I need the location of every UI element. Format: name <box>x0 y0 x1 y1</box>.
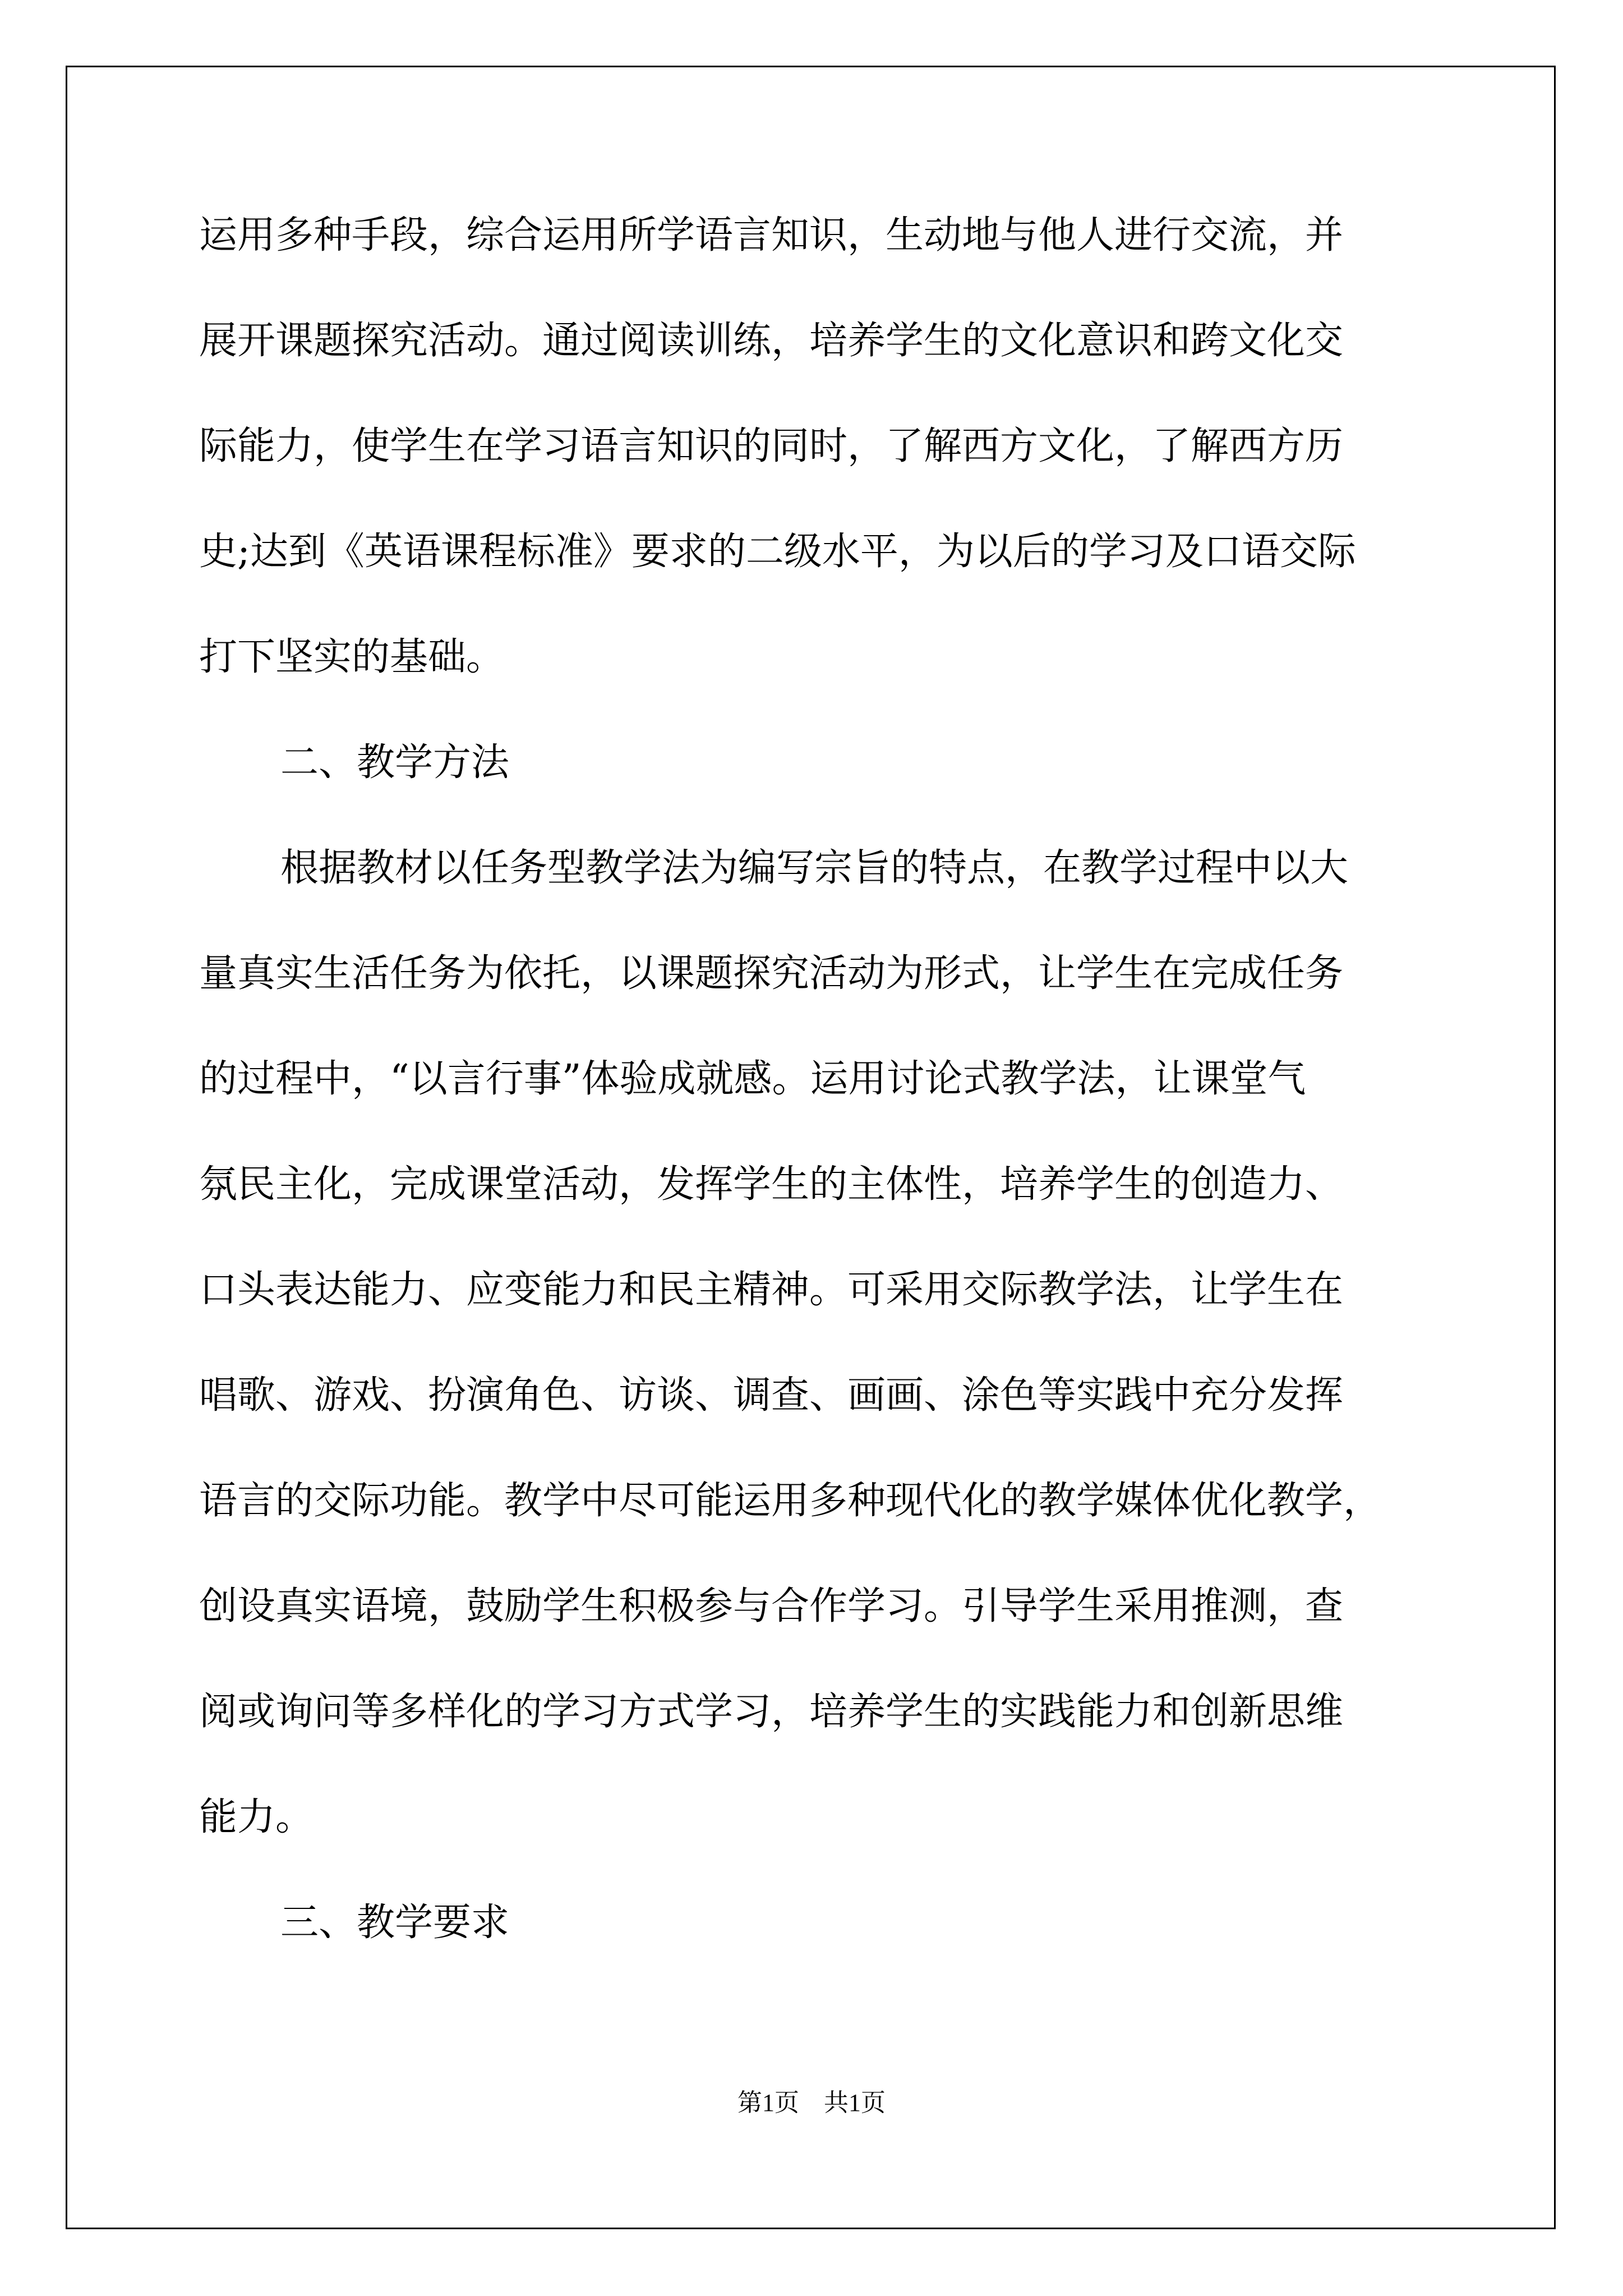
paragraph-line: 展开课题探究活动。通过阅读训练，培养学生的文化意识和跨文化交 <box>199 319 1344 363</box>
paragraph-line: 量真实生活任务为依托，以课题探究活动为形式，让学生在完成任务 <box>199 951 1344 996</box>
paragraph-line: 史;达到《英语课程标准》要求的二级水平，为以后的学习及口语交际 <box>199 530 1356 574</box>
paragraph-line: 语言的交际功能。教学中尽可能运用多种现代化的教学媒体优化教学， <box>199 1479 1382 1523</box>
section-heading: 三、教学要求 <box>280 1901 510 1945</box>
paragraph-line: 际能力，使学生在学习语言知识的同时，了解西方文化，了解西方历 <box>199 424 1344 468</box>
paragraph-line: 根据教材以任务型教学法为编写宗旨的特点，在教学过程中以大 <box>280 846 1349 890</box>
paragraph-line: 运用多种手段，综合运用所学语言知识，生动地与他人进行交流，并 <box>199 213 1344 257</box>
paragraph-line: 的过程中，“以言行事”体验成就感。运用讨论式教学法，让课堂气 <box>199 1057 1306 1101</box>
paragraph-line: 口头表达能力、应变能力和民主精神。可采用交际教学法，让学生在 <box>199 1268 1344 1312</box>
paragraph-line: 氛民主化，完成课堂活动，发挥学生的主体性，培养学生的创造力、 <box>199 1162 1344 1207</box>
section-heading: 二、教学方法 <box>280 740 510 785</box>
paragraph-line: 创设真实语境，鼓励学生积极参与合作学习。引导学生采用推测，查 <box>199 1584 1344 1628</box>
paragraph-line: 能力。 <box>199 1795 314 1839</box>
paragraph-line: 唱歌、游戏、扮演角色、访谈、调查、画画、涂色等实践中充分发挥 <box>199 1373 1344 1418</box>
paragraph-line: 阅或询问等多样化的学习方式学习，培养学生的实践能力和创新思维 <box>199 1690 1344 1734</box>
paragraph-line: 打下坚实的基础。 <box>199 635 505 679</box>
page-number-footer: 第1页 共1页 <box>737 2089 886 2116</box>
